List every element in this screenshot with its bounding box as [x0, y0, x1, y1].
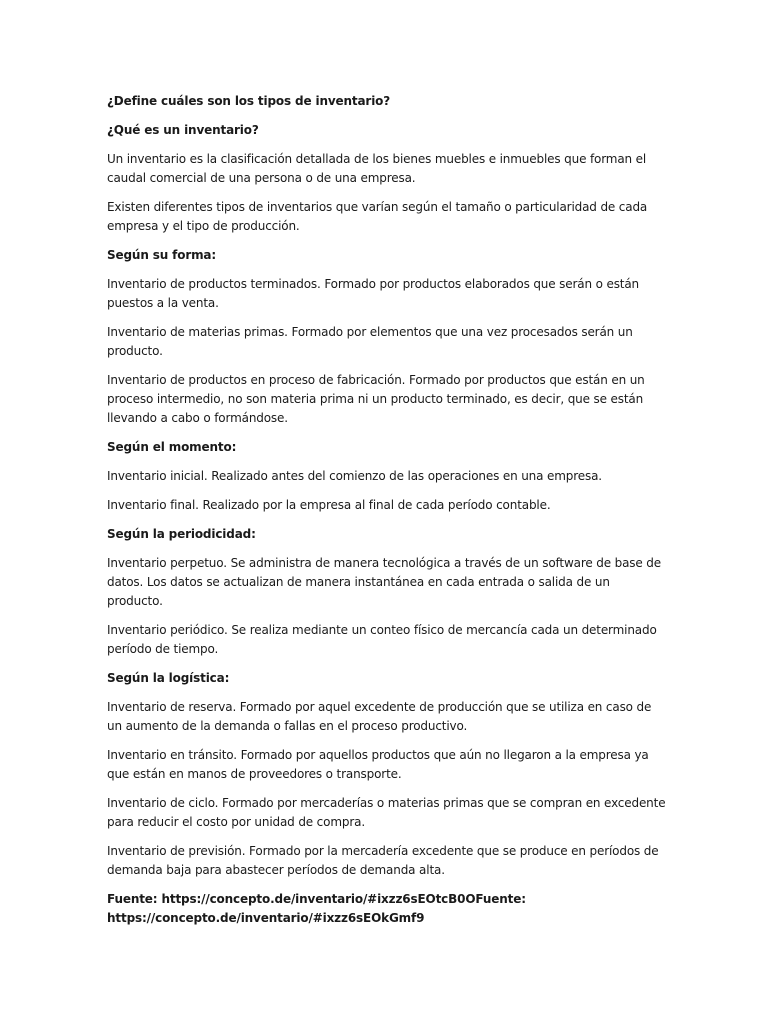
- question-what: ¿Qué es un inventario?: [107, 123, 259, 137]
- section-heading-logistica: Según la logística:: [107, 671, 230, 685]
- source-citation: Fuente: https://concepto.de/inventario/#ixzz6sEOtcB0OFuente: https://concepto.de/inventario/#ixzz6sEOkGmf9: [107, 892, 526, 925]
- paragraph-logistica-1: Inventario de reserva. Formado por aquel excedente de producción que se utiliza en caso de un aumento de la demanda o fallas en el proceso productivo.: [107, 700, 652, 733]
- paragraph-periodicidad-1: Inventario perpetuo. Se administra de manera tecnológica a través de un software de base de datos. Los datos se actualizan de manera instantánea en cada entrada o salida de un producto.: [107, 556, 661, 608]
- section-heading-forma: Según su forma:: [107, 248, 217, 262]
- paragraph-logistica-3: Inventario de ciclo. Formado por mercaderías o materias primas que se compran en excedente para reducir el costo por unidad de compra.: [107, 796, 666, 829]
- question-title: ¿Define cuáles son los tipos de inventario?: [107, 94, 391, 108]
- paragraph-momento-2: Inventario final. Realizado por la empresa al final de cada período contable.: [107, 498, 551, 512]
- section-heading-periodicidad: Según la periodicidad:: [107, 527, 256, 541]
- paragraph-forma-1: Inventario de productos terminados. Formado por productos elaborados que serán o están puestos a la venta.: [107, 277, 640, 310]
- paragraph-momento-1: Inventario inicial. Realizado antes del comienzo de las operaciones en una empresa.: [107, 469, 602, 483]
- paragraph-forma-3: Inventario de productos en proceso de fabricación. Formado por productos que están en un proceso intermedio, no son materia prima ni un producto terminado, es decir, que se están llevando a cabo o formándose.: [107, 373, 645, 425]
- paragraph-periodicidad-2: Inventario periódico. Se realiza mediante un conteo físico de mercancía cada un determinado período de tiempo.: [107, 623, 657, 656]
- intro-types-paragraph: Existen diferentes tipos de inventarios que varían según el tamaño o particularidad de cada empresa y el tipo de producción.: [107, 200, 648, 233]
- section-heading-momento: Según el momento:: [107, 440, 237, 454]
- definition-paragraph: Un inventario es la clasificación detallada de los bienes muebles e inmuebles que forman el caudal comercial de una persona o de una empresa.: [107, 152, 647, 185]
- paragraph-logistica-4: Inventario de previsión. Formado por la mercadería excedente que se produce en períodos de demanda baja para abastecer períodos de demanda alta.: [107, 844, 659, 877]
- paragraph-forma-2: Inventario de materias primas. Formado por elementos que una vez procesados serán un producto.: [107, 325, 633, 358]
- paragraph-logistica-2: Inventario en tránsito. Formado por aquellos productos que aún no llegaron a la empresa ya que están en manos de proveedores o transporte.: [107, 748, 649, 781]
